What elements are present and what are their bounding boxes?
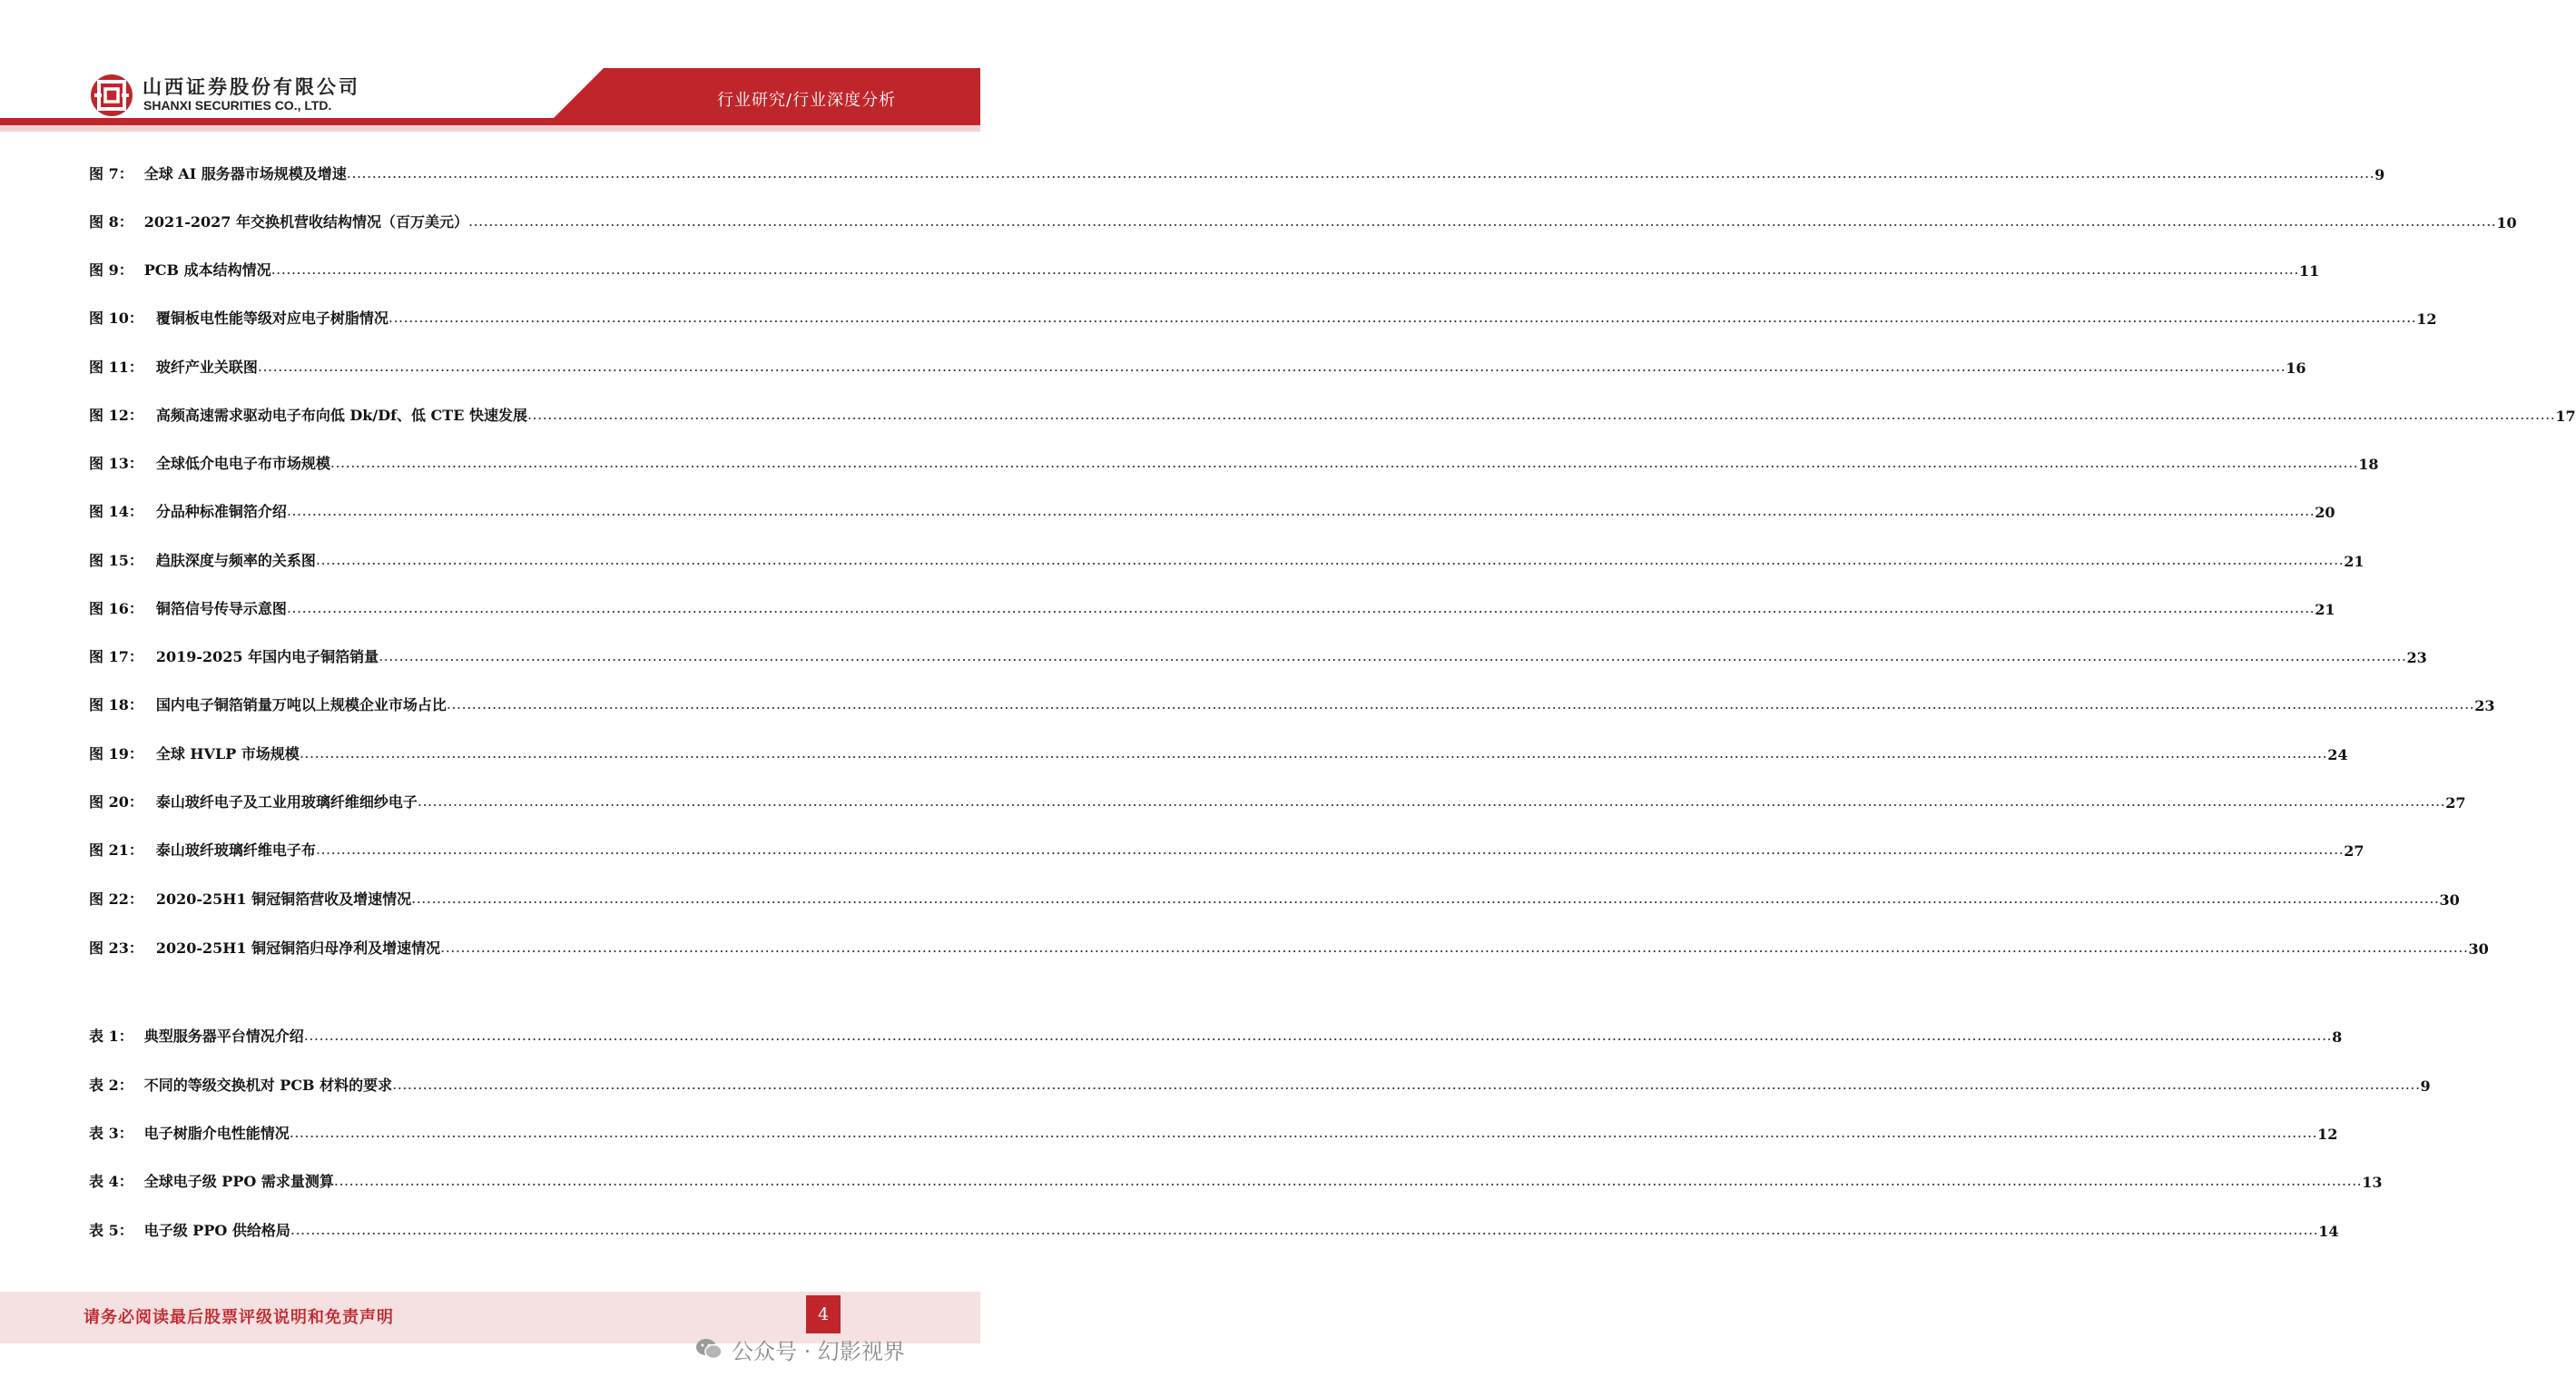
- toc-entry-page: 20: [2315, 504, 2335, 521]
- toc-dot-leader: ................................................................................................................................................................................................................................................................................................................................................................................................................: [379, 647, 2407, 664]
- toc-entry-page: 14: [2318, 1223, 2339, 1240]
- toc-dot-leader: ................................................................................................................................................................................................................................................................................................................................................................................................................: [333, 1172, 2363, 1189]
- toc-entry-label: 图 8：: [89, 213, 133, 231]
- toc-entry-label: 表 5：: [89, 1222, 133, 1239]
- toc-figure-entry[interactable]: [89, 644, 2427, 666]
- toc-table-entry[interactable]: [89, 1169, 2383, 1191]
- toc-entry-title: 全球低介电电子布市场规模: [155, 455, 330, 472]
- toc-entry-title: 不同的等级交换机对 PCB 材料的要求: [143, 1077, 393, 1094]
- toc-entry-page: 13: [2362, 1174, 2383, 1191]
- toc-dot-leader: ................................................................................................................................................................................................................................................................................................................................................................................................................: [286, 502, 2315, 519]
- toc-figure-entry[interactable]: [89, 258, 2320, 280]
- toc-table-entry[interactable]: [89, 1024, 2343, 1046]
- toc-entry-title: 高频高速需求驱动电子布向低 Dk/Df、低 CTE 快速发展: [155, 407, 527, 424]
- toc-entry-title: 典型服务器平台情况介绍: [143, 1028, 304, 1045]
- toc-figure-entry[interactable]: [89, 548, 2365, 570]
- toc-entry-label: 图 11：: [89, 359, 143, 376]
- toc-entry-page: 21: [2315, 601, 2335, 618]
- company-name-en: SHANXI SECURITIES CO., LTD.: [143, 98, 332, 113]
- toc-dot-leader: ................................................................................................................................................................................................................................................................................................................................................................................................................: [329, 454, 2359, 471]
- toc-dot-leader: ................................................................................................................................................................................................................................................................................................................................................................................................................: [388, 309, 2417, 326]
- toc-entry-label: 表 3：: [89, 1125, 133, 1142]
- toc-dot-leader: ................................................................................................................................................................................................................................................................................................................................................................................................................: [303, 1027, 2333, 1044]
- toc-dot-leader: ................................................................................................................................................................................................................................................................................................................................................................................................................: [270, 261, 2299, 278]
- toc-entry-page: 30: [2439, 891, 2460, 909]
- toc-entry-page: 27: [2445, 794, 2466, 812]
- toc-dot-leader: ................................................................................................................................................................................................................................................................................................................................................................................................................: [526, 406, 2556, 423]
- toc-entry-page: 9: [2374, 166, 2385, 183]
- toc-figure-entry[interactable]: [89, 887, 2460, 909]
- toc-dot-leader: ................................................................................................................................................................................................................................................................................................................................................................................................................: [286, 599, 2315, 616]
- toc-entry-page: 16: [2286, 359, 2306, 377]
- toc-entry-page: 24: [2327, 746, 2348, 763]
- toc-dot-leader: ................................................................................................................................................................................................................................................................................................................................................................................................................: [290, 1221, 2319, 1238]
- toc-dot-leader: ................................................................................................................................................................................................................................................................................................................................................................................................................: [257, 358, 2286, 375]
- toc-figure-entry[interactable]: [89, 355, 2306, 377]
- toc-figure-entry[interactable]: [89, 499, 2335, 521]
- toc-figure-entry[interactable]: [89, 790, 2466, 812]
- toc-dot-leader: ................................................................................................................................................................................................................................................................................................................................................................................................................: [411, 890, 2440, 907]
- toc-dot-leader: ................................................................................................................................................................................................................................................................................................................................................................................................................: [315, 841, 2345, 858]
- toc-figure-entry[interactable]: [89, 693, 2495, 714]
- toc-entry-label: 图 7：: [89, 165, 133, 182]
- toc-entry-title: 2019-2025 年国内电子铜箔销量: [155, 648, 379, 665]
- report-type-label: 行业研究/行业深度分析: [717, 91, 897, 110]
- toc-entry-label: 图 20：: [89, 793, 143, 811]
- toc-entry-title: 2021-2027 年交换机营收结构情况（百万美元）: [143, 213, 468, 231]
- toc-entry-page: 10: [2496, 214, 2517, 231]
- toc-dot-leader: ................................................................................................................................................................................................................................................................................................................................................................................................................: [446, 695, 2475, 713]
- wechat-icon: [695, 1337, 723, 1361]
- toc-entry-label: 图 17：: [89, 648, 143, 665]
- toc-entry-title: 电子级 PPO 供给格局: [143, 1222, 290, 1239]
- toc-entry-title: 2020-25H1 铜冠铜箔归母净利及增速情况: [155, 939, 441, 957]
- toc-entry-label: 表 1：: [89, 1028, 133, 1045]
- toc-entry-page: 30: [2468, 940, 2489, 958]
- toc-figure-entry[interactable]: [89, 162, 2385, 183]
- toc-entry-label: 图 13：: [89, 455, 143, 472]
- page-header: [0, 0, 980, 136]
- toc-entry-page: 11: [2298, 262, 2320, 280]
- toc-entry-title: 全球 AI 服务器市场规模及增速: [143, 165, 347, 182]
- toc-entry-label: 图 22：: [89, 890, 143, 908]
- toc-figure-entry[interactable]: [89, 596, 2335, 618]
- toc-entry-label: 表 4：: [89, 1173, 133, 1190]
- toc-figure-entry[interactable]: [89, 306, 2437, 328]
- toc-entry-page: 17: [2555, 408, 2576, 425]
- toc-entry-page: 18: [2358, 456, 2379, 473]
- watermark-text: 公众号 · 幻影视界: [732, 1338, 905, 1364]
- toc-dot-leader: ................................................................................................................................................................................................................................................................................................................................................................................................................: [299, 744, 2328, 762]
- toc-entry-page: 8: [2332, 1028, 2343, 1046]
- toc-figure-entry[interactable]: [89, 451, 2379, 473]
- toc-dot-leader: ................................................................................................................................................................................................................................................................................................................................................................................................................: [468, 212, 2497, 230]
- toc-entry-title: PCB 成本结构情况: [143, 261, 271, 279]
- toc-entry-title: 2020-25H1 铜冠铜箔营收及增速情况: [155, 890, 412, 908]
- toc-entry-title: 覆铜板电性能等级对应电子树脂情况: [155, 310, 388, 327]
- toc-entry-page: 21: [2344, 553, 2365, 570]
- toc-entry-label: 图 19：: [89, 745, 143, 762]
- toc-entry-title: 趋肤深度与频率的关系图: [155, 552, 316, 569]
- toc-entry-title: 国内电子铜箔销量万吨以上规模企业市场占比: [155, 696, 447, 713]
- toc-entry-page: 12: [2317, 1126, 2338, 1143]
- toc-entry-title: 玻纤产业关联图: [155, 359, 258, 376]
- toc-dot-leader: ................................................................................................................................................................................................................................................................................................................................................................................................................: [346, 164, 2375, 182]
- company-logo-icon: [89, 73, 134, 118]
- toc-figure-entry[interactable]: [89, 838, 2365, 860]
- toc-dot-leader: ................................................................................................................................................................................................................................................................................................................................................................................................................: [289, 1124, 2318, 1141]
- toc-dot-leader: ................................................................................................................................................................................................................................................................................................................................................................................................................: [440, 939, 2469, 956]
- toc-entry-title: 全球电子级 PPO 需求量测算: [143, 1173, 334, 1190]
- toc-entry-label: 图 23：: [89, 939, 143, 957]
- toc-entry-page: 12: [2416, 310, 2437, 328]
- toc-entry-label: 图 10：: [89, 310, 143, 327]
- disclaimer-text: 请务必阅读最后股票评级说明和免责声明: [84, 1308, 394, 1327]
- toc-figure-entry[interactable]: [89, 403, 2576, 425]
- toc-figure-entry[interactable]: [89, 210, 2517, 231]
- toc-entry-label: 图 15：: [89, 552, 143, 569]
- toc-entry-page: 23: [2474, 697, 2495, 714]
- toc-entry-title: 电子树脂介电性能情况: [143, 1125, 290, 1142]
- toc-entry-title: 泰山玻纤电子及工业用玻璃纤维细纱电子: [155, 793, 418, 811]
- toc-entry-title: 泰山玻纤玻璃纤维电子布: [155, 841, 316, 859]
- watermark: [695, 1331, 905, 1367]
- page-number: 4: [806, 1295, 841, 1333]
- toc-dot-leader: ................................................................................................................................................................................................................................................................................................................................................................................................................: [315, 551, 2345, 568]
- toc-entry-page: 23: [2406, 649, 2427, 666]
- toc-figure-entry[interactable]: [89, 742, 2348, 763]
- toc-figure-entry[interactable]: [89, 936, 2489, 958]
- toc-entry-page: 27: [2344, 842, 2365, 860]
- toc-entry-label: 图 18：: [89, 696, 143, 713]
- toc-entry-label: 图 16：: [89, 600, 143, 617]
- toc-entry-title: 分品种标准铜箔介绍: [155, 503, 287, 520]
- toc-entry-label: 图 9：: [89, 261, 133, 279]
- toc-entry-title: 全球 HVLP 市场规模: [155, 745, 300, 762]
- header-band: [0, 0, 980, 136]
- toc-dot-leader: ................................................................................................................................................................................................................................................................................................................................................................................................................: [392, 1076, 2421, 1093]
- toc-entry-page: 9: [2420, 1077, 2431, 1095]
- toc-table-entry[interactable]: [89, 1121, 2338, 1143]
- toc-entry-label: 图 12：: [89, 407, 143, 424]
- toc-dot-leader: ................................................................................................................................................................................................................................................................................................................................................................................................................: [417, 792, 2446, 810]
- toc-entry-label: 表 2：: [89, 1077, 133, 1094]
- toc-entry-label: 图 21：: [89, 841, 143, 859]
- toc-entry-title: 铜箔信号传导示意图: [155, 600, 287, 617]
- toc-table-entry[interactable]: [89, 1218, 2339, 1240]
- toc-entry-label: 图 14：: [89, 503, 143, 520]
- company-name-cn: 山西证券股份有限公司: [143, 76, 360, 98]
- toc-table-entry[interactable]: [89, 1073, 2431, 1095]
